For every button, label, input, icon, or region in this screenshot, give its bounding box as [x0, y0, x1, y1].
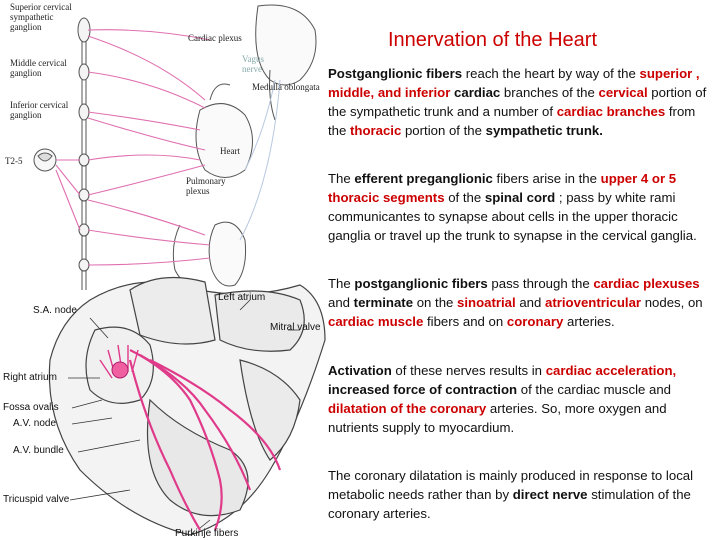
label-superior-cervical-ganglion: Superior cervical sympathetic ganglion — [10, 2, 72, 32]
label-inferior-cervical-ganglion: Inferior cervical ganglion — [10, 100, 69, 120]
paragraph-activation — [328, 361, 710, 437]
text-run: cervical — [598, 85, 648, 100]
text-run: cardiac acceleration, — [545, 363, 677, 378]
text-run: cardiac muscle — [328, 314, 424, 329]
label-fossa-ovalis: Fossa ovalis — [3, 402, 59, 413]
text-run: and — [328, 295, 354, 310]
anatomy-drawing — [0, 0, 330, 540]
label-tricuspid-valve: Tricuspid valve — [3, 494, 70, 505]
paragraph-termination — [328, 274, 710, 331]
slide-title: Innervation of the Heart — [388, 29, 598, 51]
text-run: and — [515, 295, 546, 310]
text-run: increased force of contraction — [328, 382, 518, 397]
label-heart: Heart — [220, 146, 240, 156]
text-run: Activation — [328, 363, 392, 378]
text-run: thoracic — [350, 123, 402, 138]
text-run: portion of the — [401, 123, 486, 138]
label-av-node: A.V. node — [13, 418, 57, 429]
text-run: fibers and on — [423, 314, 507, 329]
text-run: on the — [413, 295, 458, 310]
label-right-atrium: Right atrium — [3, 372, 57, 383]
label-purkinje-fibers: Purkinje fibers — [175, 528, 239, 539]
label-vagus-nerve: Vagus nerve — [242, 54, 264, 74]
text-run: atrioventricular — [545, 295, 642, 310]
text-run: Postganglionic fibers — [328, 66, 463, 81]
label-pulmonary-plexus: Pulmonary plexus — [186, 176, 226, 196]
text-run: ; pass by white rami communicantes to synapse about cells in the upper thoracic ganglia or travel up the trunk to synapse in the cervical ganglia. — [328, 190, 697, 243]
paragraph-postganglionic — [328, 64, 710, 140]
text-run: of the — [444, 190, 485, 205]
text-run: stimulation of the coronary arteries. — [328, 487, 691, 521]
text-run: sinoatrial — [457, 295, 516, 310]
text-run: from the — [328, 104, 696, 138]
text-run: coronary — [506, 314, 564, 329]
text-run: fibers arise in the — [492, 171, 601, 186]
text-run: The coronary dilatation is mainly produced in response to local metabolic needs rather than by — [328, 468, 694, 502]
label-middle-cervical-ganglion: Middle cervical ganglion — [10, 58, 67, 78]
text-run: of these nerves results in — [391, 363, 546, 378]
innervation-figure — [0, 0, 330, 540]
text-run: spinal cord — [484, 190, 556, 205]
text-run: efferent preganglionic — [354, 171, 493, 186]
label-av-bundle: A.V. bundle — [13, 445, 64, 456]
label-mitral-valve: Mitral valve — [270, 322, 321, 333]
label-sa-node: S.A. node — [33, 305, 77, 316]
text-run: pass through the — [487, 276, 594, 291]
text-run: of the cardiac muscle and — [517, 382, 672, 397]
text-run: The — [328, 171, 355, 186]
text-run: cardiac branches — [556, 104, 666, 119]
paragraph-preganglionic — [328, 169, 710, 245]
label-cardiac-plexus: Cardiac plexus — [188, 33, 242, 43]
text-run: cardiac plexuses — [593, 276, 700, 291]
text-run: branches of the — [500, 85, 599, 100]
text-run: portion of the sympathetic trunk and a number of — [328, 85, 707, 119]
text-run: direct nerve — [512, 487, 588, 502]
text-run: sympathetic trunk. — [485, 123, 603, 138]
text-run: arteries. — [563, 314, 615, 329]
text-run: cardiac — [454, 85, 501, 100]
text-run: The — [328, 276, 355, 291]
text-run: nodes, on — [641, 295, 703, 310]
text-run: terminate — [353, 295, 414, 310]
text-run: upper 4 or 5 thoracic segments — [328, 171, 677, 205]
paragraph-coronary-dilatation — [328, 466, 710, 523]
label-t2-5: T2-5 — [5, 156, 23, 166]
text-run: arteries. So, more oxygen and nutrients supply to myocardium. — [328, 401, 667, 435]
text-run: superior , middle, and inferior — [328, 66, 700, 100]
label-left-atrium: Left atrium — [218, 292, 266, 303]
text-run: postganglionic fibers — [354, 276, 488, 291]
label-medulla-oblongata: Medulla oblongata — [252, 82, 320, 92]
text-run: reach the heart by way of the — [462, 66, 640, 81]
text-run: dilatation of the coronary — [328, 401, 487, 416]
